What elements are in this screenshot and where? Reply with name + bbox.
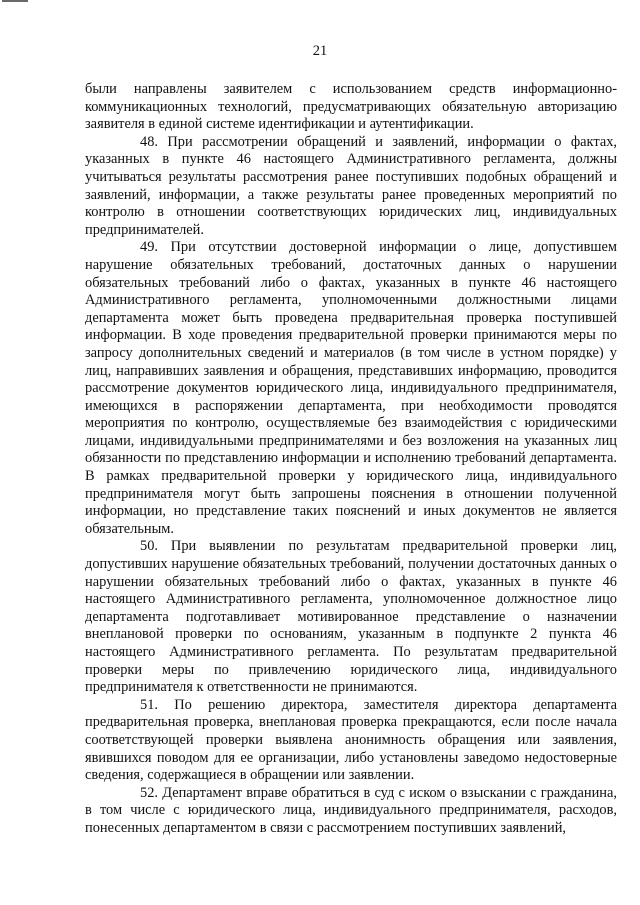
paragraph-continuation: были направлены заявителем с использованием средств информационно-коммуникационных технологий, предусматривающих обязательную авторизацию заявителя в единой системе идентификации и аутентификации. xyxy=(85,81,617,133)
paragraph-52: 52. Департамент вправе обратиться в суд с иском о взыскании с гражданина, в том числе с юридического лица, индивидуального предпринимателя, расходов, понесенных департаментом в связи с рассмотрением поступивших заявлений, xyxy=(85,784,617,836)
paragraph-49: 49. При отсутствии достоверной информации о лице, допустившем нарушение обязательных требований, достаточных данных о нарушении обязательных требований либо о фактах, указанных в пункте 46 настоящего Административного регламента, уполномоченными должностными лицами департамента может быть проведена предварительная проверка поступившей информации. В ходе проведения предварительной проверки принимаются меры по запросу дополнительных сведений и материалов (в том числе в устном порядке) у лиц, направивших заявления и обращения, представивших информацию, проводится рассмотрение документов юридического лица, индивидуального предпринимателя, имеющихся в распоряжении департамента, при необходимости проводятся мероприятия по контролю, осуществляемые без взаимодействия с юридическими лицами, индивидуальными предпринимателями и без возложения на указанных лиц обязанности по представлению информации и исполнению требований департамента. В рамках предварительной проверки у юридического лица, индивидуального предпринимателя могут быть запрошены пояснения в отношении полученной информации, но представление таких пояснений и иных документов не является обязательным. xyxy=(85,239,617,537)
document-body xyxy=(85,81,617,838)
paragraph-50: 50. При выявлении по результатам предварительной проверки лиц, допустивших нарушение обязательных требований, получении достаточных данных о нарушении обязательных требований либо о фактах, указанных в пункте 46 настоящего Административного регламента, уполномоченное должностное лицо департамента подготавливает мотивированное представление о назначении внеплановой проверки по основаниям, указанным в подпункте 2 пункта 46 настоящего Административного регламента. По результатам предварительной проверки меры по привлечению юридического лица, индивидуального предпринимателя к ответственности не принимаются. xyxy=(85,538,617,696)
paragraph-51: 51. По решению директора, заместителя директора департамента предварительная проверка, внеплановая проверка прекращаются, если после начала соответствующей проверки выявлена анонимность обращения или заявления, явившихся поводом для ее организации, либо установлены заведомо недостоверные сведения, содержащиеся в обращении или заявлении. xyxy=(85,696,617,784)
paragraph-48: 48. При рассмотрении обращений и заявлений, информации о фактах, указанных в пункте 46 настоящего Административного регламента, должны учитываться результаты рассмотрения ранее поступивших подобных обращений и заявлений, информации, а также результаты ранее проведенных мероприятий по контролю в отношении соответствующих юридических лиц, индивидуальных предпринимателей. xyxy=(85,133,617,238)
page-number: 21 xyxy=(312,43,328,59)
scan-corner-mark xyxy=(2,0,28,2)
